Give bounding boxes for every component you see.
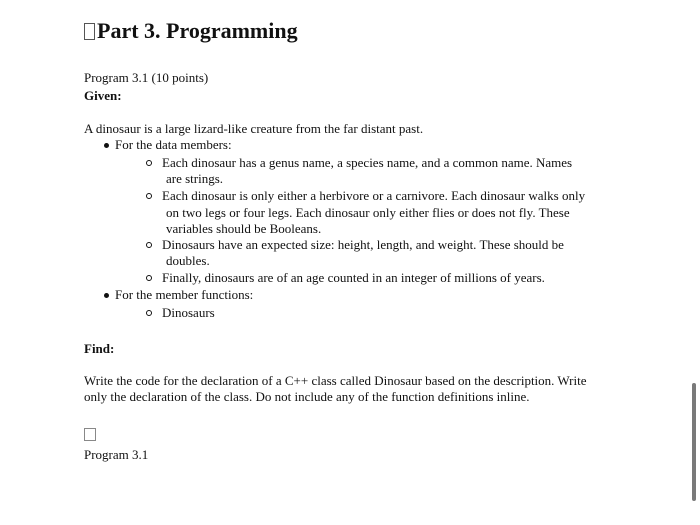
list-item-line: on two legs or four legs. Each dinosaur only either flies or does not fly. These xyxy=(166,205,570,220)
circle-bullet-icon xyxy=(146,160,152,166)
section-heading xyxy=(84,18,298,44)
circle-bullet-icon xyxy=(146,275,152,281)
list-item-line: are strings. xyxy=(166,171,224,186)
intro-text: A dinosaur is a large lizard-like creature from the far distant past. xyxy=(84,121,424,136)
program-label: Program 3.1 (10 points) xyxy=(84,70,209,85)
list-item-line: Each dinosaur is only either a herbivore or a carnivore. Each dinosaur walks only xyxy=(162,188,586,203)
bullet-dot-icon xyxy=(104,143,109,148)
member-functions-bullet xyxy=(104,287,253,303)
footer-program-label: Program 3.1 xyxy=(84,447,149,462)
find-label: Find: xyxy=(84,341,115,356)
section-heading-text: Part 3. Programming xyxy=(97,18,298,43)
find-text-line: Write the code for the declaration of a C++ class called Dinosaur based on the description. Write xyxy=(84,373,587,388)
circle-bullet-icon xyxy=(146,242,152,248)
missing-glyph-box xyxy=(84,23,95,40)
given-label: Given: xyxy=(84,88,122,103)
circle-bullet-icon xyxy=(146,310,152,316)
list-item-line: Each dinosaur has a genus name, a species name, and a common name. Names xyxy=(162,155,573,170)
list-item-line: variables should be Booleans. xyxy=(166,221,322,236)
data-members-bullet-text: For the data members: xyxy=(115,137,232,152)
list-item-line: Dinosaurs have an expected size: height, length, and weight. These should be xyxy=(162,237,564,252)
scrollbar-thumb[interactable] xyxy=(692,383,696,501)
circle-bullet-icon xyxy=(146,193,152,199)
bullet-dot-icon xyxy=(104,293,109,298)
list-item-line: Finally, dinosaurs are of an age counted in an integer of millions of years. xyxy=(162,270,545,285)
member-functions-bullet-text: For the member functions: xyxy=(115,287,254,302)
list-item-line: doubles. xyxy=(166,253,210,268)
data-members-bullet xyxy=(104,137,232,153)
list-item-line: Dinosaurs xyxy=(162,305,215,320)
answer-checkbox[interactable] xyxy=(84,428,96,441)
find-text-line: only the declaration of the class. Do not include any of the function definitions inline. xyxy=(84,389,530,404)
